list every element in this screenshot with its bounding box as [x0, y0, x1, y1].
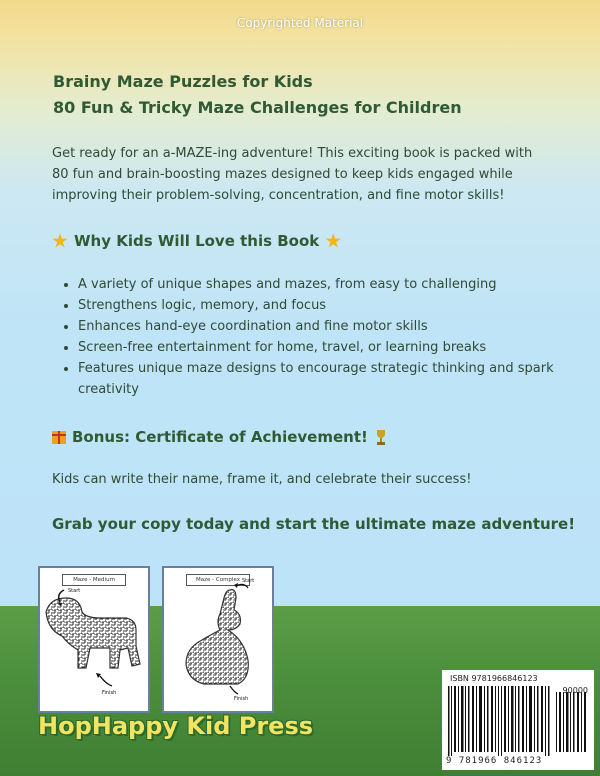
- finish-label: Finish: [102, 690, 117, 696]
- isbn-label: ISBN 9781966846123: [450, 674, 538, 683]
- list-item: • Strengthens logic, memory, and focus: [78, 295, 558, 316]
- why-heading: [52, 232, 341, 250]
- why-heading-label: Why Kids Will Love this Book: [74, 232, 320, 250]
- trophy-icon: [374, 430, 388, 445]
- sample-title: Maze - Complex: [186, 574, 250, 586]
- sample-maze-complex: [162, 566, 274, 713]
- book-subtitle: 80 Fun & Tricky Maze Challenges for Children: [53, 98, 462, 117]
- copyright-watermark: Copyrighted Material: [236, 16, 364, 30]
- book-title: Brainy Maze Puzzles for Kids: [53, 72, 313, 91]
- call-to-action: Grab your copy today and start the ultimate maze adventure!: [52, 515, 576, 533]
- sample-maze-medium: [38, 566, 150, 713]
- gift-icon: [52, 431, 66, 444]
- star-icon: [325, 233, 341, 249]
- price-code: 90000: [562, 686, 588, 695]
- list-item: • Features unique maze designs to encourage strategic thinking and spark creativity: [78, 358, 558, 400]
- start-label: Start: [242, 578, 255, 584]
- star-icon: [52, 233, 68, 249]
- isbn-barcode: [442, 670, 594, 770]
- list-item: • A variety of unique shapes and mazes, from easy to challenging: [78, 274, 558, 295]
- sample-title: Maze - Medium: [62, 574, 126, 586]
- bonus-heading-label: Bonus: Certificate of Achievement!: [72, 428, 368, 446]
- list-item: • Enhances hand-eye coordination and fine motor skills: [78, 316, 558, 337]
- lion-maze-illustration: [40, 568, 148, 711]
- rabbit-maze-illustration: [164, 568, 272, 711]
- barcode-bars: [448, 686, 588, 756]
- start-label: Start: [68, 588, 81, 594]
- feature-list: [52, 274, 558, 400]
- bonus-heading: [52, 428, 388, 446]
- list-item: • Screen-free entertainment for home, travel, or learning breaks: [78, 337, 558, 358]
- publisher-logo: HopHappy Kid Press: [38, 712, 314, 740]
- intro-paragraph: Get ready for an a-MAZE-ing adventure! This exciting book is packed with 80 fun and brain-boosting mazes designed to keep kids engaged while improving their problem-solving, concentration, and fine motor skills!: [52, 146, 533, 203]
- finish-label: Finish: [234, 696, 249, 702]
- isbn-digits: 9 781966 846123: [446, 756, 543, 766]
- bonus-text: Kids can write their name, frame it, and celebrate their success!: [52, 472, 472, 487]
